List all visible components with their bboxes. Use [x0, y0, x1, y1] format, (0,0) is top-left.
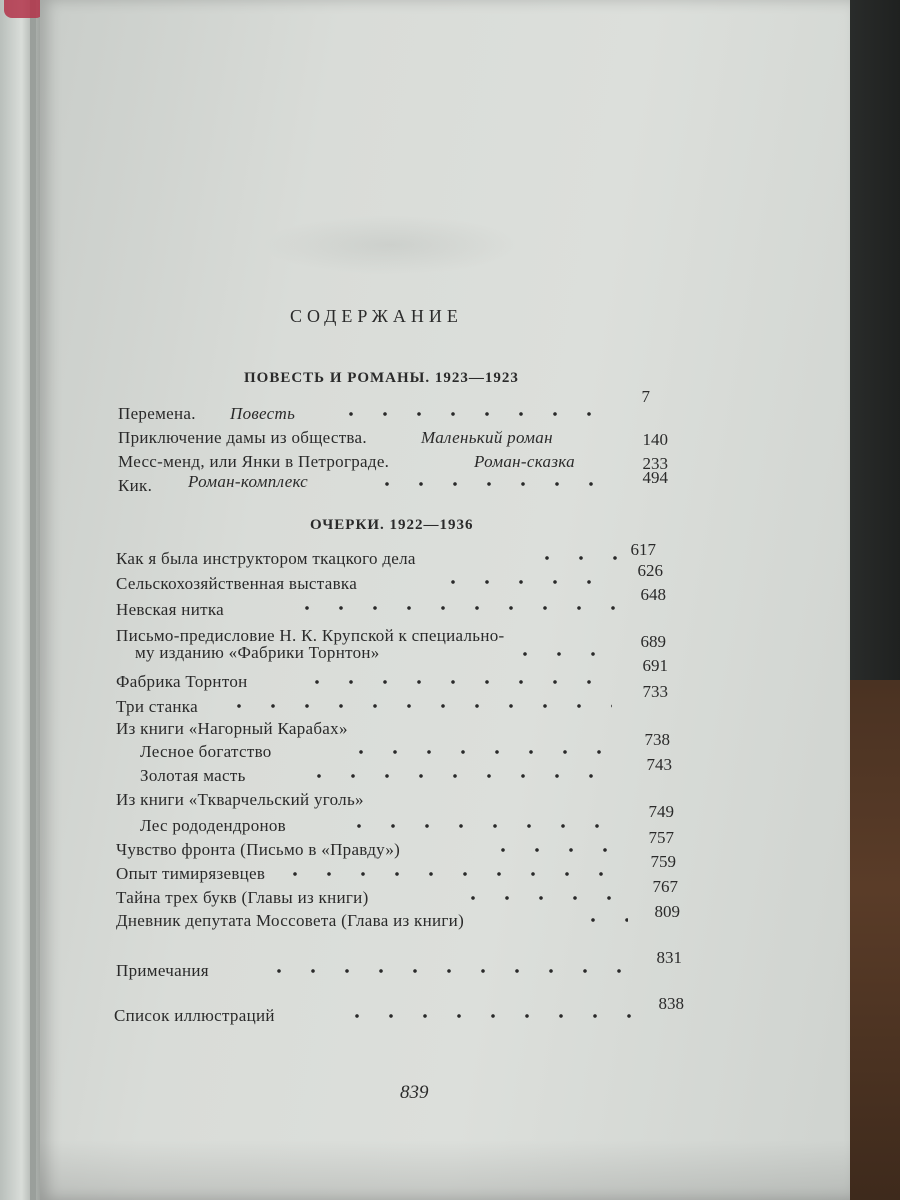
toc-leader-dots [278, 872, 622, 876]
toc-leader-dots [456, 896, 616, 900]
toc-page-number: 733 [642, 682, 668, 701]
toc-entry-title: Лес рододендронов [140, 816, 287, 835]
folio-page-number: 839 [400, 1082, 429, 1103]
toc-page-number: 767 [652, 877, 678, 896]
toc-page-number: 689 [640, 632, 666, 651]
toc-page-number: 626 [637, 561, 663, 580]
section-heading-novels: ПОВЕСТЬ И РОМАНЫ. 1923—1923 [244, 370, 519, 386]
toc-entry-title-continued: му изданию «Фабрики Торнтон» [135, 643, 380, 662]
toc-entry-title: Опыт тимирязевцев [116, 864, 266, 883]
toc-leader-dots [370, 482, 618, 486]
toc-entry-title: Чувство фронта (Письмо в «Правду») [116, 840, 401, 859]
page-title: СОДЕРЖАНИЕ [290, 306, 463, 326]
toc-leader-dots [436, 580, 616, 584]
toc-entry-title: Фабрика Торнтон [116, 672, 248, 691]
toc-page-number: 494 [642, 468, 668, 487]
toc-entry-title: Тайна трех букв (Главы из книги) [116, 888, 369, 907]
toc-leader-dots [290, 606, 620, 610]
toc-leader-dots [342, 824, 622, 828]
toc-leader-dots [300, 680, 620, 684]
toc-entry-title: Как я была инструктором ткацкого дела [116, 549, 416, 568]
toc-entry-title: Кик. [118, 476, 153, 495]
toc-page-number: 648 [640, 585, 666, 604]
toc-entry-subtitle: Роман-комплекс [188, 472, 309, 491]
toc-entry-title: Лесное богатство [140, 742, 272, 761]
toc-page-number: 749 [648, 802, 674, 821]
toc-entry-title: Золотая масть [140, 766, 246, 785]
toc-entry-subtitle: Повесть [230, 404, 296, 423]
toc-page-number: 809 [654, 902, 680, 921]
toc-leader-dots [334, 412, 614, 416]
toc-leader-dots [222, 704, 612, 708]
toc-entry-title: Месс-менд, или Янки в Петрограде. [118, 452, 390, 471]
toc-entry-title: Список иллюстраций [114, 1006, 275, 1025]
toc-entry-title: Письмо-предисловие Н. К. Крупской к специально- [116, 626, 505, 645]
page-shadow [40, 1140, 850, 1200]
toc-group-heading: Из книги «Нагорный Карабах» [116, 719, 348, 738]
bookmark-ribbon [4, 0, 44, 18]
toc-leader-dots [344, 750, 614, 754]
toc-group-heading: Из книги «Ткварчельский уголь» [116, 790, 364, 809]
toc-page-number: 838 [658, 994, 684, 1013]
page-edge-strip [30, 0, 36, 1200]
toc-page-number: 7 [641, 387, 650, 406]
show-through-print [260, 215, 520, 275]
toc-entry-title: Три станка [116, 697, 198, 716]
toc-page-number: 757 [648, 828, 674, 847]
toc-leader-dots [530, 556, 620, 560]
toc-entry-title: Сельскохозяйственная выставка [116, 574, 358, 593]
toc-page-number: 738 [644, 730, 670, 749]
toc-leader-dots [340, 1014, 636, 1018]
toc-page-number: 743 [646, 755, 672, 774]
toc-entry-title: Приключение дамы из общества. [118, 428, 367, 447]
toc-entry-subtitle: Маленький роман [421, 428, 553, 447]
toc-page-number: 140 [642, 430, 668, 449]
toc-entry-title: Примечания [116, 961, 209, 980]
toc-entry-title: Дневник депутата Моссовета (Глава из книги) [116, 911, 465, 930]
toc-entry-title: Невская нитка [116, 600, 224, 619]
toc-entry-subtitle: Роман-сказка [474, 452, 575, 471]
toc-leader-dots [262, 969, 632, 973]
toc-page-number: 831 [656, 948, 682, 967]
toc-page-number: 233 [642, 454, 668, 473]
toc-leader-dots [302, 774, 616, 778]
toc-leader-dots [486, 848, 616, 852]
toc-entry-title: Перемена. [118, 404, 196, 423]
toc-page-number: 759 [650, 852, 676, 871]
section-heading-essays: ОЧЕРКИ. 1922—1936 [310, 517, 474, 533]
toc-page-number: 617 [630, 540, 656, 559]
toc-page-number: 691 [642, 656, 668, 675]
